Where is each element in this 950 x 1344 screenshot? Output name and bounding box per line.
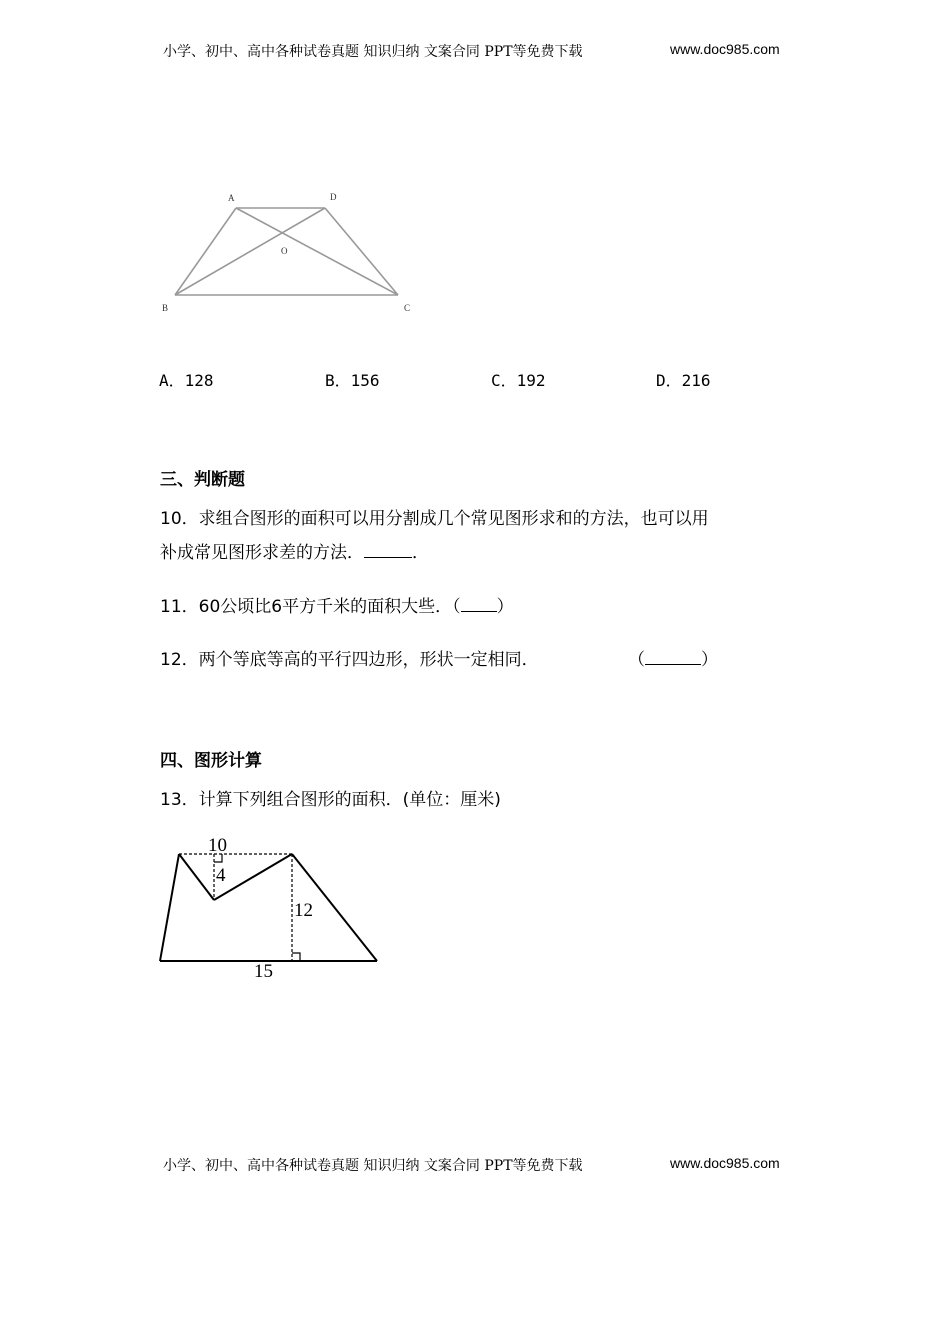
question-11-end: ）: [496, 597, 514, 617]
option-c[interactable]: C．192: [491, 371, 546, 390]
dimension-label-4: 4: [216, 865, 226, 886]
vertex-label-b: B: [162, 303, 169, 313]
header-text: 小学、初中、高中各种试卷真题 知识归纳 文案合同 PPT等免费下载: [163, 44, 583, 60]
question-10-line-2: [160, 537, 429, 570]
question-12-open: （: [628, 650, 645, 670]
page-header: [163, 41, 803, 61]
dimension-label-15: 15: [254, 961, 273, 982]
option-a[interactable]: A．128: [159, 371, 214, 390]
dimension-label-10: 10: [208, 835, 227, 856]
dimension-label-12: 12: [294, 900, 313, 921]
header-site-link[interactable]: www.doc985.com: [670, 41, 780, 57]
footer-text: 小学、初中、高中各种试卷真题 知识归纳 文案合同 PPT等免费下载: [163, 1158, 583, 1174]
section-calculation-title: 四、图形计算: [160, 751, 262, 771]
intersection-label-o: O: [281, 246, 288, 256]
option-d[interactable]: D．216: [656, 371, 711, 390]
trapezoid-figure: [155, 186, 425, 316]
question-11-text: 11．60公顷比6平方千米的面积大些．（: [160, 597, 461, 617]
question-12-text: 12．两个等底等高的平行四边形，形状一定相同．: [160, 650, 539, 670]
question-11-answer-blank[interactable]: [461, 594, 497, 612]
composite-figure: [152, 832, 387, 987]
question-13: 13．计算下列组合图形的面积．(单位：厘米): [160, 790, 501, 810]
question-10-answer-blank[interactable]: [364, 540, 412, 558]
answer-options: [159, 368, 779, 392]
question-12-bracket: [628, 644, 718, 677]
page-footer: [163, 1155, 803, 1175]
question-12-end: ）: [701, 650, 718, 670]
vertex-label-a: A: [228, 193, 235, 203]
vertex-label-c: C: [404, 303, 411, 313]
question-12-answer-blank[interactable]: [645, 647, 701, 665]
vertex-label-d: D: [330, 192, 337, 202]
question-12: [160, 644, 539, 677]
question-10-line-1: 10．求组合图形的面积可以用分割成几个常见图形求和的方法，也可以用: [160, 509, 709, 529]
footer-site-link[interactable]: www.doc985.com: [670, 1155, 780, 1171]
question-10-end: ．: [412, 543, 429, 563]
question-11: [160, 591, 514, 624]
question-10-text: 补成常见图形求差的方法．: [160, 543, 364, 563]
section-judgment-title: 三、判断题: [160, 470, 245, 490]
option-b[interactable]: B．156: [325, 371, 380, 390]
